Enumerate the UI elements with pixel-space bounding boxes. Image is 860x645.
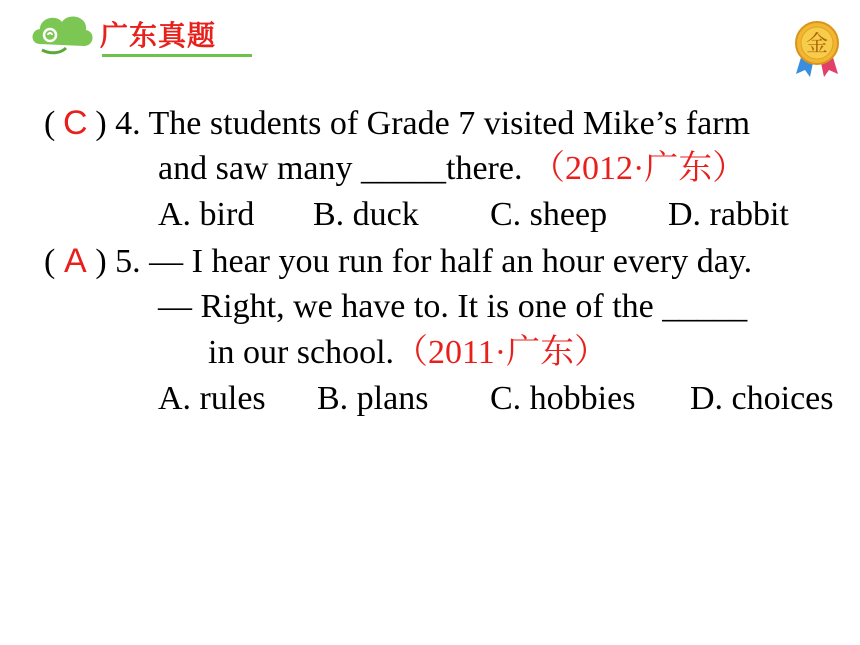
option-d: D. choices bbox=[690, 380, 834, 417]
question-4-stem: 4. The students of Grade 7 visited Mike’s farm bbox=[115, 105, 751, 142]
question-5-line-2: — Right, we have to. It is one of the _____ bbox=[158, 288, 748, 325]
option-a: A. bird bbox=[158, 196, 255, 233]
option-c: C. hobbies bbox=[490, 380, 636, 417]
question-5-answer: A bbox=[63, 242, 87, 280]
option-c: C. sheep bbox=[490, 196, 608, 233]
question-5-line-1: ( A ) 5. — I hear you run for half an hour every day. bbox=[44, 238, 752, 285]
medal-character: 金 bbox=[805, 32, 829, 57]
question-4-line-1: ( C ) 4. The students of Grade 7 visited Mike’s farm bbox=[44, 100, 750, 147]
question-4-answer: C bbox=[63, 104, 88, 142]
option-d: D. rabbit bbox=[668, 196, 789, 233]
question-5-line-3 bbox=[208, 330, 608, 376]
question-4-line-2 bbox=[158, 146, 746, 192]
option-a: A. rules bbox=[158, 380, 266, 417]
question-4-stem-cont: and saw many _____there. bbox=[158, 150, 523, 187]
question-5-stem-cont: in our school. bbox=[208, 334, 395, 371]
question-5-source: （2011·广东） bbox=[394, 334, 609, 371]
question-4-source: （2012·广东） bbox=[530, 150, 747, 187]
page-title: 广东真题 bbox=[100, 19, 217, 52]
option-b: B. duck bbox=[313, 196, 419, 233]
question-5-stem: 5. — I hear you run for half an hour every day. bbox=[115, 243, 753, 280]
option-b: B. plans bbox=[317, 380, 429, 417]
